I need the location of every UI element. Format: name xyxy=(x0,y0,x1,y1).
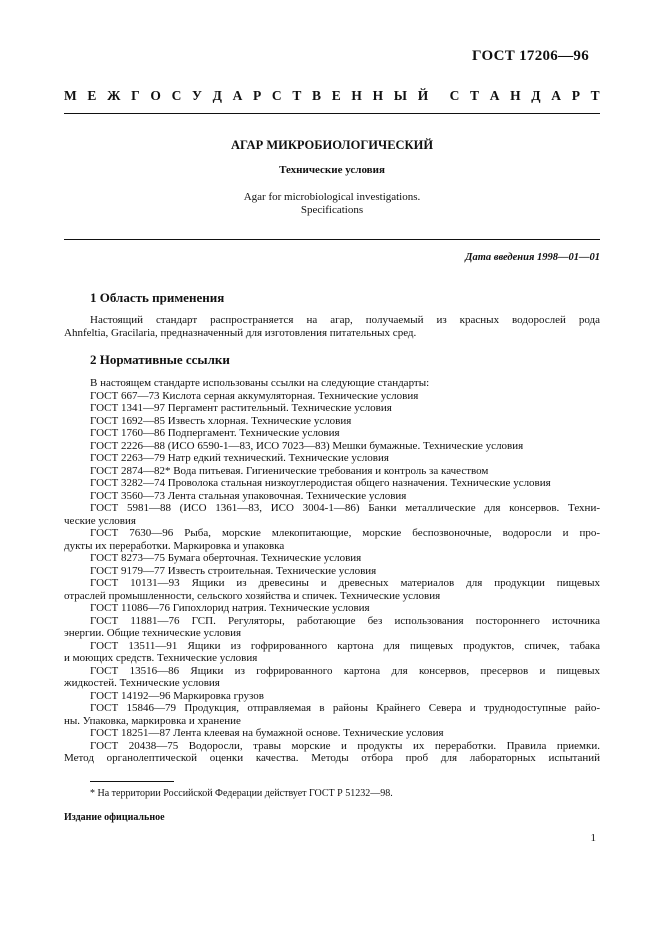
reference-line: ГОСТ 8273—75 Бумага оберточная. Технические условия xyxy=(90,552,362,564)
document-title: АГАР МИКРОБИОЛОГИЧЕСКИЙ xyxy=(230,138,434,152)
standard-type-letter: О xyxy=(150,88,161,103)
document-title-english xyxy=(64,191,600,217)
reference-line: ГОСТ 5981—88 (ИСО 1361—83, ИСО 3004-1—86) Банки металлические для консервов. Техни- xyxy=(90,502,600,514)
reference-line: ГОСТ 667—73 Кислота серная аккумуляторная. Технические условия xyxy=(90,389,419,402)
reference-line: ГОСТ 18251—87 Лента клеевая на бумажной основе. Технические условия xyxy=(90,727,444,739)
reference-line: ГОСТ 14192—96 Маркировка грузов xyxy=(90,689,264,702)
standard-type-letter: Ы xyxy=(393,88,408,103)
standard-type-letter: М xyxy=(64,88,77,103)
footnote-rule xyxy=(90,781,174,782)
reference-line: ГОСТ 2226—88 (ИСО 6590-1—83, ИСО 7023—83) Мешки бумажные. Технические условия xyxy=(90,439,524,452)
reference-line: ГОСТ 3560—73 Лента стальная упаковочная. Технические условия xyxy=(90,489,407,502)
standard-type-letter: Д xyxy=(212,88,222,103)
reference-line: энергии. Общие технические условия xyxy=(64,627,242,639)
reference-line: ГОСТ 1760—86 Подпергамент. Технические условия xyxy=(90,427,340,439)
standard-type-letter: А xyxy=(551,88,562,103)
reference-line: ГОСТ 10131—93 Ящики из древесины и древесных материалов для продукции пищевых xyxy=(90,577,600,589)
reference-line: ГОСТ 7630—96 Рыба, морские млекопитающие, морские беспозвоночные, водоросли и про- xyxy=(90,527,600,539)
reference-line: ГОСТ 13516—86 Ящики из гофрированного картона для консервов, пресервов и пищевых xyxy=(90,664,600,677)
section1-line2: Ahnfeltia, Gracilaria, предназначенный для изготовления питательных сред. xyxy=(64,326,417,339)
reference-line: ГОСТ 1692—85 Известь хлорная. Технические условия xyxy=(90,414,352,427)
reference-line: ГОСТ 13511—91 Ящики из гофрированного картона для пищевых продуктов, спичек, табака xyxy=(90,639,600,652)
reference-line: ческие условия xyxy=(64,514,136,527)
standard-type-letter: Т xyxy=(292,88,302,103)
standard-type-letter: Т xyxy=(470,88,480,103)
reference-line: ГОСТ 1341—97 Пергамент растительный. Технические условия xyxy=(90,402,392,414)
gost-number: ГОСТ 17206—96 xyxy=(471,48,589,64)
footnote: * На территории Российской Федерации действует ГОСТ Р 51232—98. xyxy=(90,788,393,799)
title-rule xyxy=(64,239,600,240)
reference-line: ГОСТ 9179—77 Известь строительная. Технические условия xyxy=(90,564,377,577)
standard-type-letter: Р xyxy=(253,88,262,103)
reference-line: Метод органолептической оценки качества. Методы отбора проб для лабораторных испытаний xyxy=(64,752,600,764)
standard-type-heading xyxy=(64,88,600,104)
standard-type-letter: Д xyxy=(531,88,541,103)
normative-references-list xyxy=(64,377,600,765)
reference-line: жидкостей. Технические условия xyxy=(64,677,220,689)
standard-type-letter: С xyxy=(271,88,282,103)
reference-line: ГОСТ 11086—76 Гипохлорид натрия. Технические условия xyxy=(90,602,370,614)
reference-line: ГОСТ 2874—82* Вода питьевая. Гигиенические требования и контроль за качеством xyxy=(90,464,489,477)
standard-type-letter: Р xyxy=(571,88,580,103)
page-number: 1 xyxy=(590,832,596,844)
official-edition-label: Издание официальное xyxy=(64,812,165,823)
standard-type-letter: С xyxy=(171,88,182,103)
section1-line1: Настоящий стандарт распространяется на агар, получаемый из красных водорослей рода xyxy=(90,314,600,326)
reference-line: ны. Упаковка, маркировка и хранение xyxy=(64,714,241,727)
reference-line: дукты их переработки. Маркировка и упаковка xyxy=(64,539,285,552)
reference-line: ГОСТ 3282—74 Проволока стальная низкоуглеродистая общего назначения. Технические условия xyxy=(90,477,551,489)
standard-type-letter: А xyxy=(232,88,243,103)
section2-heading: 2 Нормативные ссылки xyxy=(90,352,230,367)
standard-type-letter: Г xyxy=(131,88,140,103)
introduction-date: Дата введения 1998—01—01 xyxy=(465,252,600,263)
standard-type-letter: С xyxy=(449,88,460,103)
reference-line: В настоящем стандарте использованы ссылки на следующие стандарты: xyxy=(90,377,430,389)
standard-type-letter: Н xyxy=(351,88,362,103)
reference-line: ГОСТ 11881—76 ГСП. Регуляторы, работающие без использования постороннего источника xyxy=(90,614,600,627)
title-en-line1: Agar for microbiological investigations. xyxy=(243,191,421,203)
reference-line: ГОСТ 15846—79 Продукция, отправляемая в районы Крайнего Севера и труднодоступные райо- xyxy=(90,702,600,714)
standard-type-letter: Т xyxy=(590,88,600,103)
reference-line: ГОСТ 2263—79 Натр едкий технический. Технические условия xyxy=(90,452,389,464)
section1-heading: 1 Область применения xyxy=(90,290,225,305)
standard-type-letter: Е xyxy=(331,88,341,103)
standard-type-letter: Й xyxy=(417,88,429,103)
section1-paragraph xyxy=(64,314,600,339)
reference-line: отраслей промышленности, сельского хозяйства и спичек. Технические условия xyxy=(64,589,441,602)
reference-line: и моющих средств. Технические условия xyxy=(64,652,258,664)
reference-line: ГОСТ 20438—75 Водоросли, травы морские и продукты их переработки. Правила приемки. xyxy=(90,739,600,752)
standard-type-letter: В xyxy=(312,88,322,103)
top-rule xyxy=(64,113,600,114)
standard-type-letter: Н xyxy=(510,88,521,103)
standard-type-letter: А xyxy=(489,88,500,103)
document-subtitle: Технические условия xyxy=(279,164,385,176)
standard-type-letter: У xyxy=(192,88,202,103)
title-en-line2: Specifications xyxy=(300,204,364,216)
standard-type-letter: Е xyxy=(87,88,97,103)
standard-type-letter: Ж xyxy=(107,88,121,103)
standard-type-letter: Н xyxy=(372,88,384,103)
